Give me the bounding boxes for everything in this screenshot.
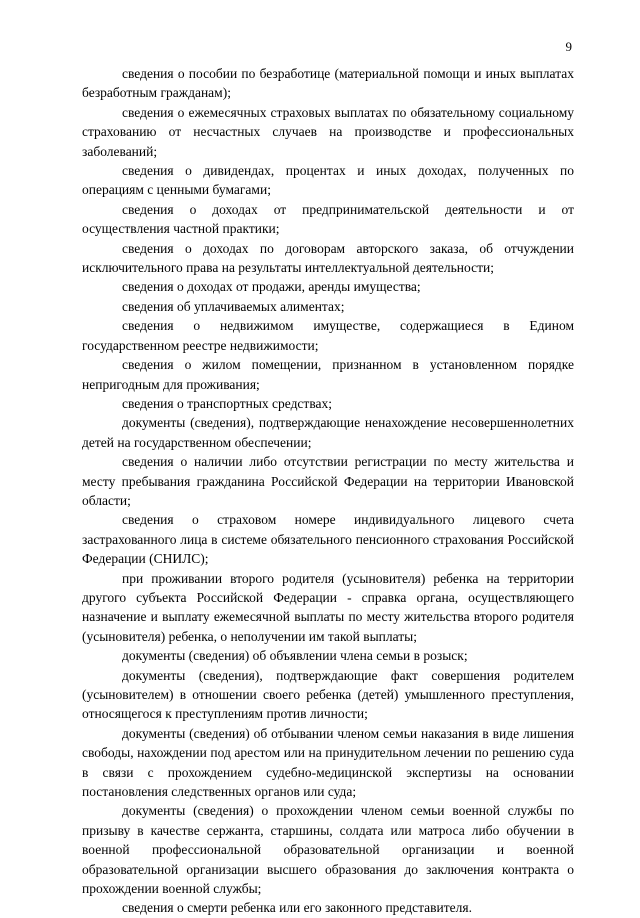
list-item: сведения о недвижимом имуществе, содержащиеся в Едином государственном реестре недвижимости; xyxy=(82,318,574,353)
list-item: сведения о дивидендах, процентах и иных доходах, полученных по операциям с ценными бумагами; xyxy=(82,163,574,198)
list-item: сведения о смерти ребенка или его законного представителя. xyxy=(122,900,472,916)
list-item: сведения о доходах по договорам авторского заказа, об отчуждении исключительного права на результаты интеллектуальной деятельности; xyxy=(82,240,574,276)
list-item: документы (сведения), подтверждающие ненахождение несовершеннолетних детей на государственном обеспечении; xyxy=(82,415,574,450)
list-item: сведения об уплачиваемых алиментах; xyxy=(122,298,345,314)
list-item: документы (сведения) о прохождении членом семьи военной службы по призыву в качестве сержанта, старшины, солдата или матроса либо обучении в военной профессиональной образовательной организации и военной образовательной организации высшего образования до заключения контракта о прохождении военной службы; xyxy=(82,803,574,897)
list-item: сведения о жилом помещении, признанном в установленном порядке непригодным для проживания; xyxy=(82,357,574,392)
list-item: при проживании второго родителя (усыновителя) ребенка на территории другого субъекта Российской Федерации - справка органа, осуществляющего назначение и выплату ежемесячной выплаты по месту жительства второго родителя (усыновителя) ребенка, о неполучении им такой выплаты; xyxy=(82,570,574,644)
list-item: сведения о пособии по безработице (материальной помощи и иных выплатах безработным гражданам); xyxy=(82,66,574,101)
list-item: сведения о доходах от предпринимательской деятельности и от осуществления частной практики; xyxy=(82,201,574,237)
list-item: сведения о ежемесячных страховых выплатах по обязательному социальному страхованию от несчастных случаев на производстве и профессиональных заболеваний; xyxy=(82,104,574,159)
list-item: сведения о транспортных средствах; xyxy=(122,395,333,411)
list-item: сведения о страховом номере индивидуального лицевого счета застрахованного лица в системе обязательного пенсионного страхования Российской Федерации (СНИЛС); xyxy=(82,512,574,567)
list-item: документы (сведения) об объявлении члена семьи в розыск; xyxy=(122,648,468,664)
document-body xyxy=(82,64,574,918)
list-item: документы (сведения), подтверждающие факт совершения родителем (усыновителем) в отношении своего ребенка (детей) умышленного преступления, относящегося к преступлениям против личности; xyxy=(82,667,574,722)
list-item: документы (сведения) об отбывании членом семьи наказания в виде лишения свободы, нахождении под арестом или на принудительном лечении по решению суда в связи с прохождением судебно-медицинской экспертизы на основании постановления следственных органов или суда; xyxy=(82,725,574,800)
list-item: сведения о наличии либо отсутствии регистрации по месту жительства и месту пребывания гражданина Российской Федерации на территории Ивановской области; xyxy=(82,454,574,508)
list-item: сведения о доходах от продажи, аренды имущества; xyxy=(122,279,421,295)
page-number: 9 xyxy=(565,39,572,54)
